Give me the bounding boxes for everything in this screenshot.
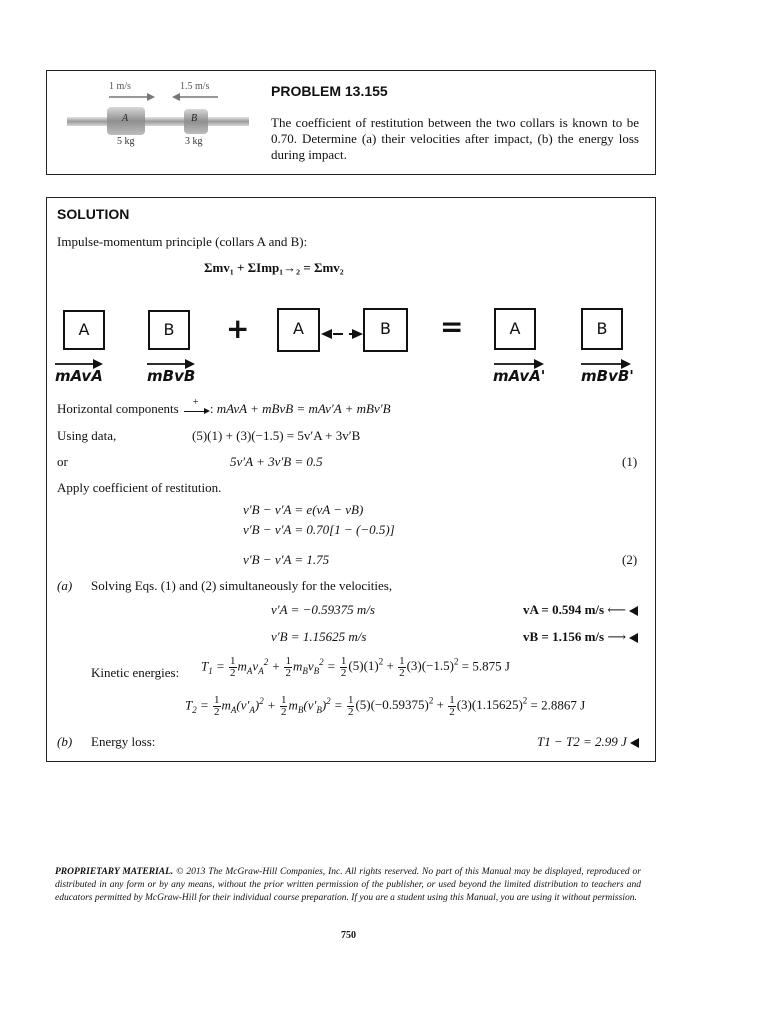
page-number: 750: [341, 930, 356, 941]
mass-a-label: 5 kg: [117, 136, 135, 147]
fbd-label-ma-va-prime: mAvA': [493, 367, 546, 385]
problem-box: [46, 70, 656, 175]
answer-marker-icon: [629, 633, 638, 643]
right-arrow-icon: ⟶: [607, 629, 626, 644]
velocity-a-label: 1 m/s: [109, 81, 131, 92]
va-answer-text: vA = 0.594 m/s: [523, 602, 605, 617]
part-b-label: (b): [57, 734, 73, 749]
equation-1: 5v′A + 3v′B = 0.5: [230, 454, 323, 469]
fbd-box-a-2-label: A: [293, 319, 304, 338]
using-label: Using data,: [57, 428, 117, 443]
part-b-text: Energy loss:: [91, 734, 156, 749]
intro-text: Impulse-momentum principle (collars A and B):: [57, 234, 308, 249]
collar-a-label: A: [122, 113, 129, 124]
fbd-plus: +: [226, 312, 250, 345]
restitution-equation-1: v′B − v′A = e(vA − vB): [243, 502, 364, 517]
t1-result: = 5.875 J: [461, 658, 510, 674]
fbd-label-mb-vb-prime: mBvB': [581, 367, 634, 385]
fbd-box-b-3-label: B: [596, 319, 608, 338]
t2-result: = 2.8867 J: [530, 697, 586, 713]
fbd-label-mb-vb: mBvB: [147, 367, 196, 385]
restitution-label: Apply coefficient of restitution.: [57, 480, 222, 495]
t1-equation: $T_1$ = $\frac{1}{2}$ $m_Av_A^2$ + $\frac{1}{2}$ $m_Bv_B^2$ = $\frac{1}{2}$ $(5)(1)^2$ + $\frac{1}{2}$ $(3)(-1.5)^2 = 5.875$ J: [201, 655, 510, 679]
fbd-box-a-1-label: A: [78, 320, 90, 339]
copyright-notice-text: © 2013 The McGraw-Hill Companies, Inc. All rights reserved. No part of this Manual may be displayed, reproduced or distributed in any form or by any means, without the prior written permission of the publisher, or used beyond the limited distribution to teachers and educators permitted by McGraw-Hill for their individual course preparation. If you are a student using this Manual, you are using it without permission.: [55, 867, 641, 903]
vb-answer-text: vB = 1.156 m/s: [523, 629, 605, 644]
principle-equation: Σmv₁ + ΣImp₁→₂ = Σmv₂: [204, 260, 344, 275]
energy-loss-answer-text: T1 − T2 = 2.99 J: [537, 734, 627, 749]
fbd-box-a-3-label: A: [509, 319, 521, 338]
ke-label: Kinetic energies:: [91, 665, 180, 680]
fbd-arrows: [47, 308, 647, 388]
collars-figure: [62, 79, 262, 169]
problem-title: PROBLEM 13.155: [271, 83, 388, 99]
equation-2: v′B − v′A = 1.75: [243, 552, 330, 567]
horizontal-label: Horizontal components + : mAvA + mBvB = mAv′A + mBv′B: [57, 397, 391, 416]
fbd-box-b-2-label: B: [380, 319, 391, 338]
rod: [67, 117, 249, 126]
solution-heading: SOLUTION: [57, 206, 130, 222]
problem-text: The coefficient of restitution between the two collars is known to be 0.70. Determine (a) their velocities after impact, (b) the energy loss during impact.: [271, 115, 639, 162]
va-value: v′A = −0.59375 m/s: [271, 602, 375, 617]
solution-box: [46, 197, 656, 762]
part-a-label: (a): [57, 578, 73, 593]
part-a-text: Solving Eqs. (1) and (2) simultaneously for the velocities,: [91, 578, 393, 593]
or-label: or: [57, 454, 68, 469]
answer-marker-icon: [630, 738, 639, 748]
restitution-equation-2: v′B − v′A = 0.70[1 − (−0.5)]: [243, 522, 395, 537]
equation-2-number: (2): [622, 552, 638, 567]
positive-direction-icon: +: [182, 404, 210, 416]
t2-equation: $T_2$ = $\frac{1}{2}$ $m_A(v'_A)^2$ + $\frac{1}{2}$ $m_B(v'_B)^2$ = $\frac{1}{2}$ $(5)(-0.59375)^2$ + $\frac{1}{2}$ $(3)(1.15625)^2 = 2.8867$ J: [185, 694, 586, 718]
answer-marker-icon: [629, 606, 638, 616]
velocity-b-label: 1.5 m/s: [180, 81, 210, 92]
copyright-notice: [55, 866, 641, 905]
horizontal-equation: mAvA + mBvB = mAv′A + mBv′B: [216, 401, 391, 416]
vb-answer: [523, 629, 638, 645]
copyright-notice-bold: PROPRIETARY MATERIAL.: [55, 867, 174, 877]
left-arrow-icon: ⟵: [607, 602, 626, 617]
va-answer: [523, 602, 638, 618]
fbd-label-ma-va: mAvA: [55, 367, 103, 385]
vb-value: v′B = 1.15625 m/s: [271, 629, 367, 644]
equation-1-number: (1): [622, 454, 638, 469]
mass-b-label: 3 kg: [185, 136, 203, 147]
horizontal-label-text: Horizontal components: [57, 401, 179, 416]
using-equation: (5)(1) + (3)(−1.5) = 5v′A + 3v′B: [192, 428, 361, 443]
fbd-equals: =: [440, 310, 464, 343]
energy-loss-answer: [537, 734, 639, 750]
fbd-box-b-1-label: B: [163, 320, 175, 339]
collar-b-label: B: [191, 113, 198, 124]
